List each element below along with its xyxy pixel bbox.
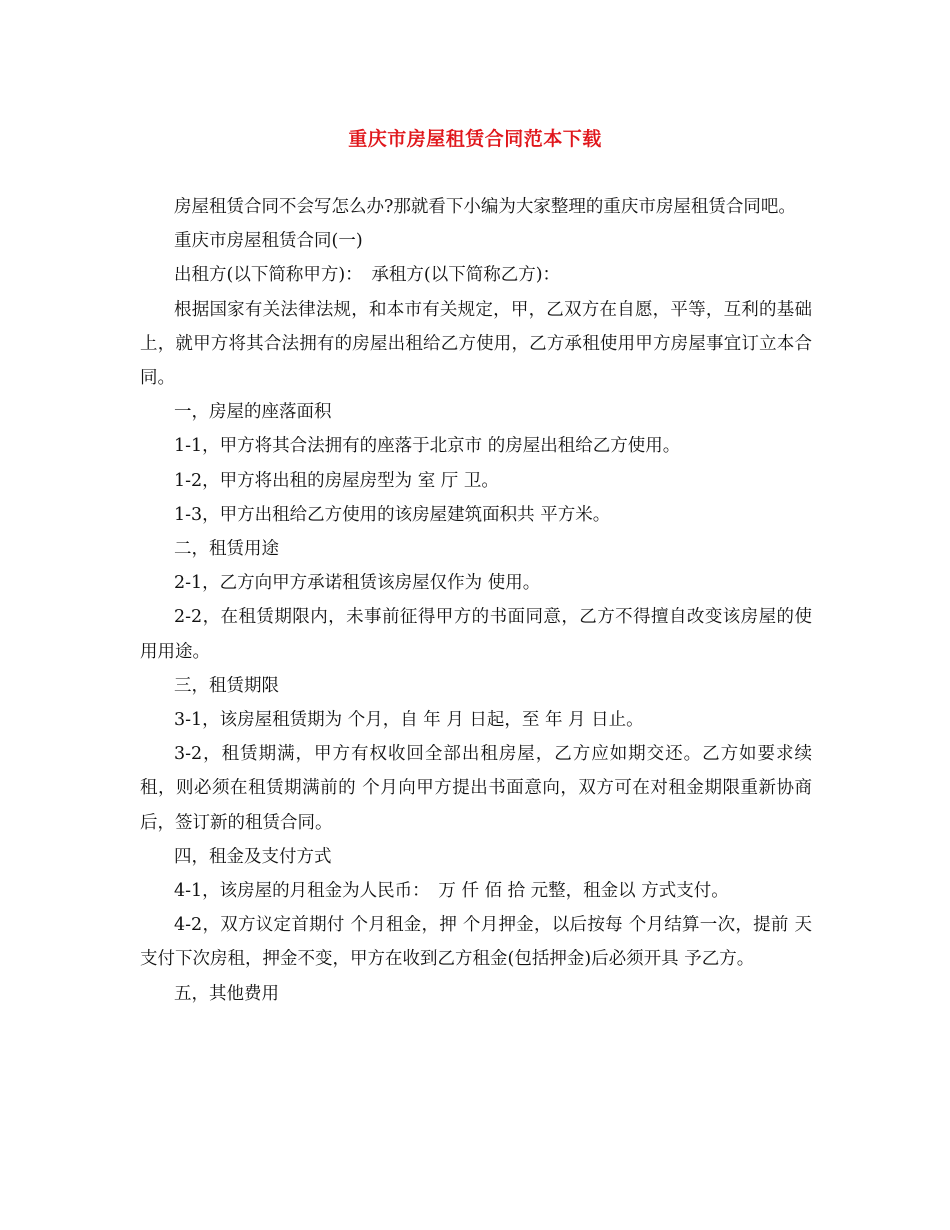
section-heading-5: 五，其他费用 (174, 983, 279, 1004)
parties-line: 出租方(以下简称甲方)： 承租方(以下简称乙方)： (174, 265, 561, 286)
clause-4-2: 4-2，双方议定首期付 个月租金，押 个月押金，以后按每 个月结算一次，提前 天支付下次房租，押金不变，甲方在收到乙方租金(包括押金)后必须开具 予乙方。 (140, 915, 812, 970)
clause-1-2: 1-2，甲方将出租的房屋房型为 室 厅 卫。 (174, 470, 499, 491)
clause-1-1: 1-1，甲方将其合法拥有的座落于北京市 的房屋出租给乙方使用。 (174, 436, 681, 457)
clause-2-2: 2-2，在租赁期限内，未事前征得甲方的书面同意，乙方不得擅自改变该房屋的使用用途。 (140, 607, 812, 662)
clause-1-3: 1-3，甲方出租给乙方使用的该房屋建筑面积共 平方米。 (174, 504, 611, 525)
clause-3-2: 3-2，租赁期满，甲方有权收回全部出租房屋，乙方应如期交还。乙方如要求续租，则必须在租赁期满前的 个月向甲方提出书面意向，双方可在对租金期限重新协商后，签订新的租赁合同。 (140, 744, 812, 833)
section-heading-3: 三，租赁期限 (174, 675, 279, 696)
section-heading-1: 一，房屋的座落面积 (174, 402, 332, 423)
document-body (140, 190, 812, 1011)
preamble-paragraph: 根据国家有关法律法规，和本市有关规定，甲，乙双方在自愿，平等，互利的基础上，就甲方将其合法拥有的房屋出租给乙方使用，乙方承租使用甲方房屋事宜订立本合同。 (140, 299, 812, 389)
clause-2-1: 2-1，乙方向甲方承诺租赁该房屋仅作为 使用。 (174, 573, 541, 594)
section-heading-2: 二，租赁用途 (174, 539, 279, 560)
contract-heading: 重庆市房屋租赁合同(一) (174, 231, 363, 252)
document-title: 重庆市房屋租赁合同范本下载 (348, 128, 602, 150)
section-heading-4: 四，租金及支付方式 (174, 846, 332, 867)
intro-paragraph: 房屋租赁合同不会写怎么办?那就看下小编为大家整理的重庆市房屋租赁合同吧。 (174, 197, 796, 217)
clause-4-1: 4-1，该房屋的月租金为人民币： 万 仟 佰 拾 元整，租金以 方式支付。 (174, 881, 729, 902)
clause-3-1: 3-1，该房屋租赁期为 个月，自 年 月 日起，至 年 月 日止。 (174, 710, 644, 731)
